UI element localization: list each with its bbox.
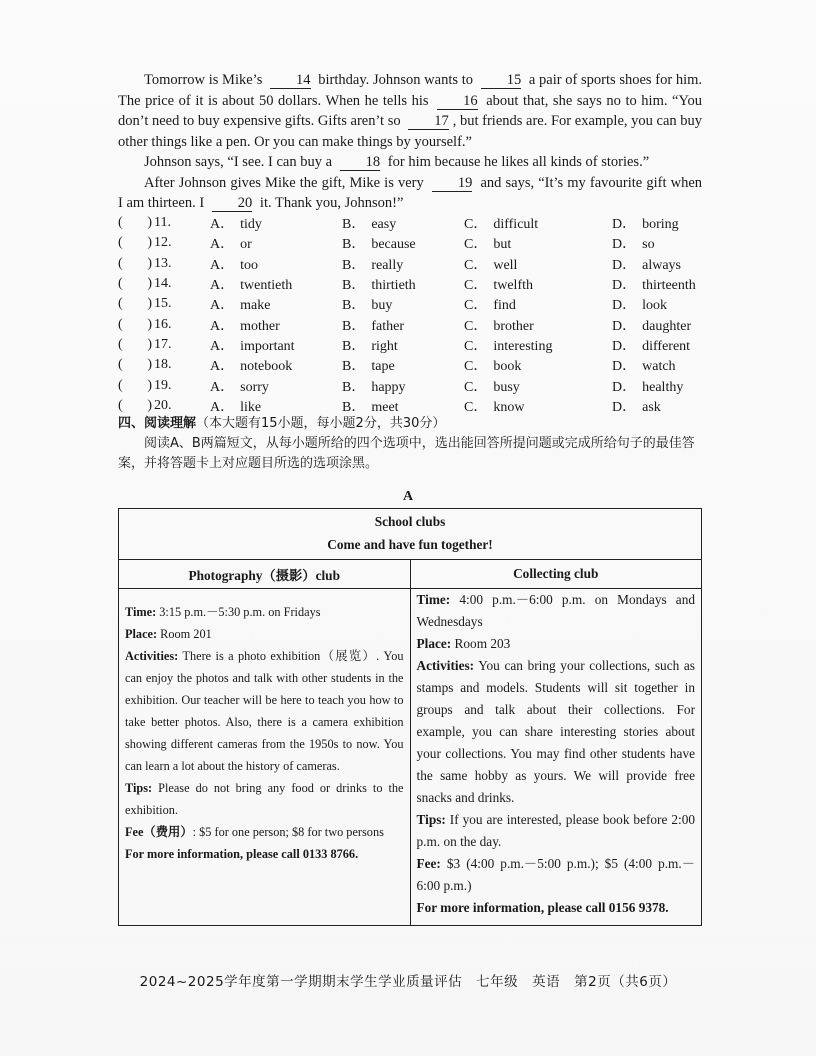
- answer-bracket[interactable]: [118, 276, 154, 292]
- option-letter: C．: [464, 359, 488, 375]
- bracket-left: (: [118, 235, 123, 251]
- option-a: [210, 233, 342, 253]
- value: Please do not bring any food or drinks to the exhibition.: [125, 781, 404, 817]
- option-d: [612, 396, 708, 416]
- option-text: find: [493, 298, 516, 314]
- option-text: thirteenth: [642, 278, 696, 294]
- label: Place:: [125, 627, 158, 641]
- option-text: difficult: [493, 217, 539, 233]
- answer-bracket[interactable]: [118, 337, 154, 353]
- bracket-left: (: [118, 377, 123, 393]
- blank-17: 17: [408, 113, 449, 130]
- option-a: [210, 294, 342, 314]
- passage-text: and says, “It’s my favourite gift when I am thirteen. I: [118, 174, 703, 211]
- photography-club-header: Photography（摄影）club: [119, 560, 411, 589]
- bracket-left: (: [118, 397, 123, 413]
- option-a: [210, 315, 342, 335]
- option-text: ask: [642, 399, 661, 415]
- option-d: [612, 274, 708, 294]
- passage-text: birthday. Johnson wants to: [318, 72, 473, 88]
- option-letter: B．: [342, 298, 366, 314]
- option-letter: D．: [612, 237, 637, 253]
- question-row: [118, 314, 708, 334]
- question-options-list: [118, 213, 708, 416]
- option-c: [464, 396, 612, 416]
- question-number: 15.: [154, 296, 172, 312]
- option-a: [210, 213, 342, 233]
- answer-bracket[interactable]: [118, 296, 154, 312]
- option-b: [342, 335, 464, 355]
- table-title-cell: [119, 509, 702, 560]
- value: Room 203: [454, 636, 511, 651]
- option-letter: C．: [464, 257, 488, 273]
- photo-place: [125, 623, 404, 645]
- option-letter: B．: [342, 237, 366, 253]
- option-text: brother: [493, 318, 534, 334]
- option-d: [612, 335, 708, 355]
- option-d: [612, 376, 708, 396]
- bracket-right: ): [147, 215, 152, 231]
- option-text: boring: [642, 217, 679, 233]
- option-c: [464, 315, 612, 335]
- option-c: [464, 355, 612, 375]
- passage-text: After Johnson gives Mike the gift, Mike is very: [144, 174, 424, 191]
- collecting-club-details: [410, 589, 702, 926]
- option-letter: D．: [612, 338, 637, 354]
- option-text: or: [240, 237, 252, 253]
- section-instructions: 阅读A、B两篇短文，从每小题所给的四个选项中，选出能回答所提问题或完成所给句子的最佳答案，并将答题卡上对应题目所选的选项涂黑。: [118, 436, 695, 471]
- option-text: watch: [642, 359, 676, 375]
- value: There is a photo exhibition（展览）. You can enjoy the photos and talk with other students in the exhibition. Our teacher will be here to teach you how to take better photos. Also, there is a camera exhibition showing different cameras from the 1950s to now. You can learn a lot about the history of cameras.: [125, 649, 404, 773]
- collecting-club-header: Collecting club: [410, 560, 702, 589]
- school-clubs-table: [118, 508, 702, 926]
- option-letter: A．: [210, 359, 235, 375]
- option-a: [210, 396, 342, 416]
- answer-bracket[interactable]: [118, 378, 154, 394]
- question-number: 20.: [154, 397, 172, 413]
- option-text: because: [371, 237, 416, 253]
- passage-text: about that, she says no to him. “You don’t need to buy expensive gifts. Gifts aren’t so: [118, 92, 702, 129]
- option-letter: A．: [210, 237, 235, 253]
- option-a: [210, 355, 342, 375]
- option-letter: A．: [210, 278, 235, 294]
- label: Fee（费用）: [125, 825, 193, 839]
- option-text: really: [371, 257, 404, 273]
- option-b: [342, 213, 464, 233]
- label: Time:: [125, 605, 157, 619]
- question-row: [118, 355, 708, 375]
- option-text: busy: [493, 379, 520, 395]
- option-letter: B．: [342, 338, 366, 354]
- option-text: buy: [371, 298, 393, 314]
- option-text: like: [240, 399, 262, 415]
- collect-fee: [417, 853, 696, 897]
- option-text: important: [240, 338, 295, 354]
- option-letter: C．: [464, 338, 488, 354]
- option-text: father: [371, 318, 404, 334]
- passage-text: for him because he likes all kinds of stories.”: [387, 154, 650, 170]
- option-d: [612, 315, 708, 335]
- label: Time:: [416, 592, 451, 607]
- option-text: happy: [371, 379, 406, 395]
- option-text: interesting: [493, 338, 553, 354]
- passage-text: a pair of sports shoes for him. The price of it is about 50 dollars. When he tells his: [118, 72, 703, 109]
- option-b: [342, 376, 464, 396]
- option-text: look: [642, 298, 668, 314]
- option-letter: D．: [612, 379, 637, 395]
- bracket-right: ): [147, 336, 152, 352]
- option-letter: C．: [464, 379, 488, 395]
- bracket-right: ): [147, 276, 152, 292]
- answer-bracket[interactable]: [118, 398, 154, 414]
- option-letter: C．: [464, 278, 488, 294]
- bracket-right: ): [147, 296, 152, 312]
- option-letter: D．: [612, 318, 637, 334]
- option-d: [612, 233, 708, 253]
- option-text: easy: [371, 217, 397, 233]
- question-row: [118, 254, 708, 274]
- option-text: book: [493, 359, 522, 375]
- option-letter: A．: [210, 257, 235, 273]
- table-title: School clubs: [374, 514, 446, 529]
- passage-text: Johnson says, “I see. I can buy a: [144, 154, 333, 170]
- section-note: （本大题有15小题，每小题2分，共30分）: [196, 416, 446, 431]
- blank-15: 15: [481, 72, 522, 89]
- option-text: thirtieth: [371, 278, 416, 294]
- option-letter: B．: [342, 278, 366, 294]
- option-a: [210, 274, 342, 294]
- option-letter: A．: [210, 379, 235, 395]
- label: Tips:: [125, 781, 153, 795]
- option-letter: D．: [612, 298, 637, 314]
- option-text: mother: [240, 318, 280, 334]
- collect-place: [417, 633, 696, 655]
- question-number: 19.: [154, 377, 172, 393]
- option-text: different: [642, 338, 691, 354]
- option-letter: B．: [342, 359, 366, 375]
- option-text: healthy: [642, 379, 684, 395]
- option-letter: C．: [464, 399, 488, 415]
- label: Activities:: [416, 658, 475, 673]
- bracket-right: ): [147, 235, 152, 251]
- option-letter: B．: [342, 257, 366, 273]
- collect-tips: [417, 809, 696, 853]
- question-row: [118, 233, 708, 253]
- bracket-right: ): [147, 357, 152, 373]
- photo-time: [125, 601, 404, 623]
- option-b: [342, 233, 464, 253]
- label: Place:: [416, 636, 452, 651]
- option-a: [210, 335, 342, 355]
- bracket-right: ): [147, 377, 152, 393]
- bracket-right: ): [147, 316, 152, 332]
- question-row: [118, 274, 708, 294]
- option-text: always: [642, 257, 682, 273]
- option-c: [464, 294, 612, 314]
- option-c: [464, 274, 612, 294]
- photo-tips: [125, 777, 404, 821]
- option-letter: A．: [210, 298, 235, 314]
- option-letter: C．: [464, 298, 488, 314]
- option-text: meet: [371, 399, 399, 415]
- photo-fee: [125, 821, 404, 843]
- photography-club-details: [119, 589, 411, 926]
- answer-bracket[interactable]: [118, 235, 154, 251]
- option-text: right: [371, 338, 398, 354]
- label: Tips:: [416, 812, 446, 827]
- collect-more-info: For more information, please call 0156 9378.: [416, 900, 669, 915]
- passage-paragraph-3: [118, 173, 702, 214]
- section-reading: [118, 414, 708, 474]
- option-letter: A．: [210, 399, 235, 415]
- photo-activities: [125, 645, 404, 777]
- option-b: [342, 274, 464, 294]
- blank-16: 16: [437, 93, 478, 110]
- question-number: 12.: [154, 235, 172, 251]
- question-number: 11.: [154, 215, 171, 231]
- option-d: [612, 294, 708, 314]
- option-b: [342, 355, 464, 375]
- section-title: 四、阅读理解: [118, 416, 197, 431]
- option-d: [612, 254, 708, 274]
- option-text: twelfth: [493, 278, 533, 294]
- passage-text: , but friends are. For example, you can buy other things like a pen. Or you can make things by yourself.”: [118, 113, 703, 150]
- bracket-right: ): [147, 397, 152, 413]
- bracket-left: (: [118, 255, 123, 271]
- option-b: [342, 254, 464, 274]
- question-number: 14.: [154, 276, 172, 292]
- question-number: 18.: [154, 357, 172, 373]
- blank-20: 20: [212, 195, 253, 212]
- option-text: too: [240, 257, 259, 273]
- passage-text: it. Thank you, Johnson!”: [259, 195, 404, 211]
- label: Activities:: [125, 649, 179, 663]
- article-label: A: [402, 489, 414, 504]
- option-b: [342, 294, 464, 314]
- blank-19: 19: [432, 175, 473, 192]
- option-text: make: [240, 298, 271, 314]
- option-text: sorry: [240, 379, 269, 395]
- answer-bracket[interactable]: [118, 215, 154, 231]
- option-text: but: [493, 237, 512, 253]
- option-letter: B．: [342, 379, 366, 395]
- answer-bracket[interactable]: [118, 317, 154, 333]
- question-number: 16.: [154, 316, 172, 332]
- question-number: 17.: [154, 336, 172, 352]
- question-row: [118, 375, 708, 395]
- question-row: [118, 294, 708, 314]
- option-letter: A．: [210, 217, 235, 233]
- option-letter: D．: [612, 359, 637, 375]
- bracket-right: ): [147, 255, 152, 271]
- option-letter: D．: [612, 257, 637, 273]
- option-a: [210, 376, 342, 396]
- page-footer: 2024~2025学年度第一学期期末学生学业质量评估 七年级 英语 第2页（共6页）: [139, 974, 677, 990]
- bracket-left: (: [118, 296, 123, 312]
- option-d: [612, 355, 708, 375]
- option-c: [464, 254, 612, 274]
- value: Room 201: [160, 627, 212, 641]
- option-d: [612, 213, 708, 233]
- option-b: [342, 315, 464, 335]
- answer-bracket[interactable]: [118, 256, 154, 272]
- value: : $5 for one person; $8 for two persons: [192, 825, 384, 839]
- blank-18: 18: [340, 154, 381, 171]
- option-text: know: [493, 399, 525, 415]
- option-letter: C．: [464, 237, 488, 253]
- value: If you are interested, please book before 2:00 p.m. on the day.: [416, 812, 695, 849]
- collect-time: [417, 589, 696, 633]
- photo-more-info: For more information, please call 0133 8766.: [125, 847, 359, 861]
- value: 4:00 p.m.－6:00 p.m. on Mondays and Wednesdays: [416, 592, 695, 629]
- option-text: twentieth: [240, 278, 293, 294]
- option-letter: D．: [612, 399, 637, 415]
- option-text: so: [642, 237, 655, 253]
- question-row: [118, 335, 708, 355]
- table-subtitle: Come and have fun together!: [327, 537, 493, 552]
- option-letter: B．: [342, 399, 366, 415]
- option-letter: B．: [342, 217, 366, 233]
- question-number: 13.: [154, 255, 172, 271]
- option-c: [464, 233, 612, 253]
- passage-text: Tomorrow is Mike’s: [144, 72, 263, 88]
- cloze-passage: [118, 70, 702, 214]
- passage-paragraph-1: [118, 70, 702, 152]
- value: $3 (4:00 p.m.－5:00 p.m.); $5 (4:00 p.m.－6:00 p.m.): [416, 856, 696, 893]
- bracket-left: (: [118, 215, 123, 231]
- option-c: [464, 213, 612, 233]
- option-b: [342, 396, 464, 416]
- bracket-left: (: [118, 276, 123, 292]
- passage-paragraph-2: [118, 152, 702, 173]
- answer-bracket[interactable]: [118, 357, 154, 373]
- bracket-left: (: [118, 357, 123, 373]
- option-text: notebook: [240, 359, 293, 375]
- option-c: [464, 335, 612, 355]
- option-letter: D．: [612, 278, 637, 294]
- option-letter: C．: [464, 217, 488, 233]
- option-letter: D．: [612, 217, 637, 233]
- option-letter: A．: [210, 338, 235, 354]
- option-text: well: [493, 257, 518, 273]
- section-heading: [118, 414, 708, 434]
- option-letter: A．: [210, 318, 235, 334]
- blank-14: 14: [270, 72, 311, 89]
- option-letter: B．: [342, 318, 366, 334]
- question-row: [118, 396, 708, 416]
- option-letter: C．: [464, 318, 488, 334]
- option-c: [464, 376, 612, 396]
- option-text: tidy: [240, 217, 262, 233]
- question-row: [118, 213, 708, 233]
- bracket-left: (: [118, 316, 123, 332]
- option-text: tape: [371, 359, 395, 375]
- value: You can bring your collections, such as stamps and models. Students will sit together in groups and talk about their collections. For example, you can share interesting stories about your collections. You may find other students have the same hobby as yours. We will provide free snacks and drinks.: [416, 658, 695, 805]
- value: 3:15 p.m.－5:30 p.m. on Fridays: [159, 605, 321, 619]
- option-text: daughter: [642, 318, 692, 334]
- collect-activities: [417, 655, 696, 809]
- bracket-left: (: [118, 336, 123, 352]
- label: Fee:: [416, 856, 441, 871]
- option-a: [210, 254, 342, 274]
